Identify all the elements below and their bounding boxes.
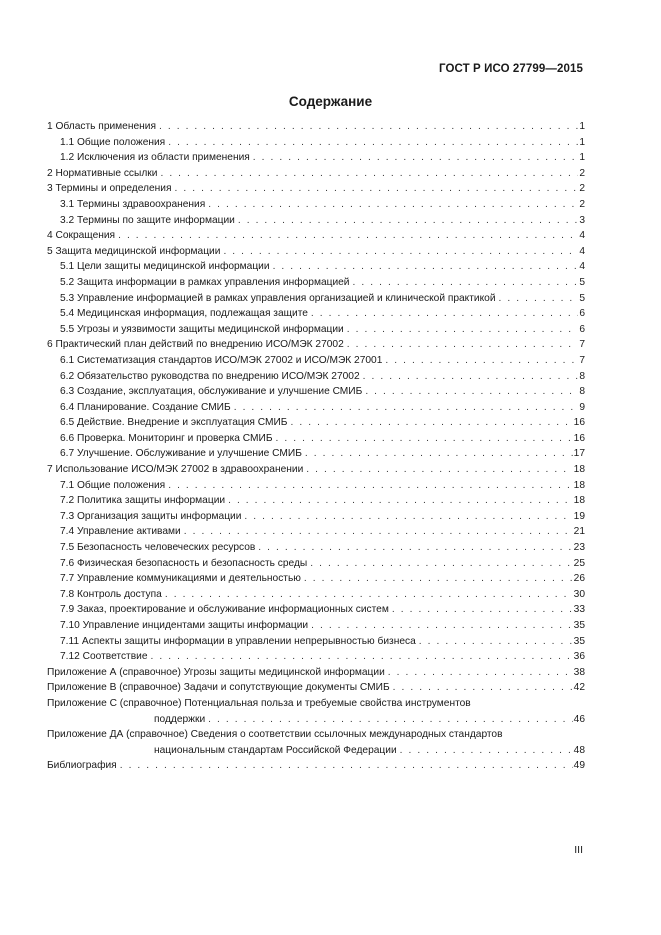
toc-entry[interactable] bbox=[47, 649, 585, 665]
toc-entry-label: 3.1 Термины здравоохранения bbox=[60, 198, 206, 210]
toc-entry-label: 6 Практический план действий по внедрению ИСО/МЭК 27002 bbox=[47, 339, 344, 351]
toc-entry-page: 5 bbox=[579, 292, 585, 304]
toc-entry[interactable] bbox=[47, 571, 585, 587]
toc-entry-label: 3.2 Термины по защите информации bbox=[60, 214, 235, 226]
toc-entry-page: 49 bbox=[573, 760, 585, 772]
toc-leader-dots bbox=[151, 649, 573, 665]
toc-entry-page: 35 bbox=[573, 635, 585, 647]
toc-entry-page: 2 bbox=[579, 198, 585, 210]
toc-entry-page: 46 bbox=[573, 713, 585, 725]
toc-entry-page: 3 bbox=[579, 214, 585, 226]
toc-entry[interactable] bbox=[47, 509, 585, 525]
toc-leader-dots bbox=[400, 743, 573, 759]
toc-entry[interactable] bbox=[47, 150, 585, 166]
toc-title: Содержание bbox=[288, 94, 373, 109]
toc-entry[interactable] bbox=[47, 353, 585, 369]
toc-entry[interactable] bbox=[47, 291, 585, 307]
toc-entry[interactable] bbox=[47, 431, 585, 447]
toc-entry-label: Библиография bbox=[47, 760, 117, 772]
toc-entry-label: 7.4 Управление активами bbox=[60, 526, 181, 538]
toc-leader-dots bbox=[238, 213, 578, 229]
toc-entry[interactable] bbox=[47, 634, 585, 650]
toc-entry-label: 7.8 Контроль доступа bbox=[60, 588, 162, 600]
toc-leader-dots bbox=[347, 337, 579, 353]
toc-entry-label: 7.12 Соответствие bbox=[60, 651, 148, 663]
toc-leader-dots bbox=[168, 135, 578, 151]
toc-entry[interactable] bbox=[47, 665, 585, 681]
toc-leader-dots bbox=[223, 244, 578, 260]
toc-entry-page: 4 bbox=[579, 245, 585, 257]
toc-entry-label: 7.9 Заказ, проектирование и обслуживание информационных систем bbox=[60, 604, 389, 616]
toc-leader-dots bbox=[347, 322, 579, 338]
toc-entry-page: 6 bbox=[579, 323, 585, 335]
toc-entry-label-cont: поддержки bbox=[154, 713, 206, 725]
toc-entry-label: 6.4 Планирование. Создание СМИБ bbox=[60, 401, 231, 413]
toc-leader-dots bbox=[174, 181, 578, 197]
toc-leader-dots bbox=[388, 665, 573, 681]
toc-entry-page: 48 bbox=[573, 744, 585, 756]
toc-entry[interactable] bbox=[47, 306, 585, 322]
toc-entry-label: 1.2 Исключения из области применения bbox=[60, 152, 250, 164]
toc-entry-label: Приложение А (справочное) Угрозы защиты медицинской информации bbox=[47, 666, 385, 678]
toc-entry-label: 6.6 Проверка. Мониторинг и проверка СМИБ bbox=[60, 432, 273, 444]
toc-leader-dots bbox=[228, 493, 573, 509]
toc-entry-label: 7.6 Физическая безопасность и безопасность среды bbox=[60, 557, 308, 569]
toc-leader-dots bbox=[392, 602, 573, 618]
toc-entry[interactable] bbox=[47, 478, 585, 494]
toc-entry-label: 7.10 Управление инцидентами защиты информации bbox=[60, 620, 309, 631]
toc-leader-dots bbox=[234, 400, 579, 416]
toc-entry-page: 8 bbox=[579, 370, 585, 382]
toc-entry-page: 2 bbox=[579, 183, 585, 195]
toc-leader-dots bbox=[208, 197, 578, 213]
toc-leader-dots bbox=[311, 618, 573, 634]
toc-entry-label: 7.5 Безопасность человеческих ресурсов bbox=[60, 542, 256, 554]
toc-entry[interactable] bbox=[47, 181, 585, 197]
toc-entry[interactable] bbox=[47, 369, 585, 385]
toc-entry-page: 1 bbox=[579, 152, 585, 164]
toc-entry-page: 1 bbox=[579, 136, 585, 148]
toc-entry[interactable] bbox=[47, 415, 585, 431]
toc-entry-page: 26 bbox=[573, 573, 585, 585]
toc-leader-dots bbox=[305, 446, 573, 462]
toc-leader-dots bbox=[304, 571, 573, 587]
toc-entry-page: 18 bbox=[573, 495, 585, 507]
toc-leader-dots bbox=[165, 587, 573, 603]
toc-entry-page: 2 bbox=[579, 167, 585, 179]
toc-entry-page: 7 bbox=[579, 339, 585, 351]
toc-entry[interactable] bbox=[47, 680, 585, 696]
toc-entry-page: 9 bbox=[579, 401, 585, 413]
toc-entry-label: 5.3 Управление информацией в рамках управления организацией и клинической практикой bbox=[60, 292, 496, 304]
toc-entry-page: 18 bbox=[573, 479, 585, 491]
toc-entry[interactable] bbox=[47, 493, 585, 509]
toc-entry[interactable] bbox=[47, 259, 585, 275]
toc-leader-dots bbox=[244, 509, 572, 525]
toc-entry-label: 6.7 Улучшение. Обслуживание и улучшение СМИБ bbox=[60, 448, 302, 460]
toc-entry-label: 1.1 Общие положения bbox=[60, 136, 166, 148]
toc-leader-dots bbox=[306, 462, 572, 478]
toc-entry[interactable] bbox=[47, 228, 585, 244]
toc-entry-label: 5.2 Защита информации в рамках управления информацией bbox=[60, 276, 350, 288]
toc-leader-dots bbox=[419, 634, 573, 650]
toc-entry-label: 7.2 Политика защиты информации bbox=[60, 495, 226, 507]
toc-entry-label: 6.3 Создание, эксплуатация, обслуживание и улучшение СМИБ bbox=[60, 386, 363, 398]
toc-entry-label: 3 Термины и определения bbox=[47, 183, 172, 195]
toc-entry-continuation bbox=[47, 743, 585, 759]
toc-entry-appendix[interactable] bbox=[47, 727, 585, 758]
toc-leader-dots bbox=[310, 556, 572, 572]
toc-entry-page: 4 bbox=[579, 230, 585, 242]
toc-leader-dots bbox=[353, 275, 579, 291]
toc-entry-label: 5.1 Цели защиты медицинской информации bbox=[60, 261, 270, 273]
toc-entry-page: 6 bbox=[579, 308, 585, 320]
toc-entry-page: 35 bbox=[573, 620, 585, 631]
toc-entry-page: 21 bbox=[573, 526, 585, 538]
toc-leader-dots bbox=[273, 259, 579, 275]
toc-entry-label: Приложение В (справочное) Задачи и сопутствующие документы СМИБ bbox=[47, 682, 390, 694]
toc-entry-continuation bbox=[47, 712, 585, 728]
toc-entry-label: 5.5 Угрозы и уязвимости защиты медицинской информации bbox=[60, 323, 344, 335]
toc-leader-dots bbox=[363, 369, 579, 385]
toc-leader-dots bbox=[385, 353, 578, 369]
toc-entry[interactable] bbox=[47, 602, 585, 618]
toc-entry-page: 19 bbox=[573, 510, 585, 522]
toc-entry[interactable] bbox=[47, 337, 585, 353]
toc-entry-page: 38 bbox=[573, 666, 585, 678]
toc-leader-dots bbox=[393, 680, 573, 696]
toc-entry-label: 1 Область применения bbox=[47, 121, 156, 132]
toc-entry-label-cont: национальным стандартам Российской Федерации bbox=[154, 744, 397, 756]
toc-entry-label: Приложение ДА (справочное) Сведения о соответствии ссылочных международных стандартов bbox=[47, 729, 503, 741]
toc-leader-dots bbox=[311, 306, 578, 322]
toc-leader-dots bbox=[258, 540, 572, 556]
toc-entry-label: 5.4 Медицинская информация, подлежащая защите bbox=[60, 308, 308, 320]
page-number: III bbox=[574, 844, 583, 856]
toc-entry-label: 6.5 Действие. Внедрение и эксплуатация СМИБ bbox=[60, 417, 288, 429]
toc-entry-page: 4 bbox=[579, 261, 585, 273]
toc-entry[interactable] bbox=[47, 244, 585, 260]
toc-entry-first-line bbox=[47, 696, 585, 712]
toc-entry-label: 7.7 Управление коммуникациями и деятельностью bbox=[60, 573, 301, 585]
toc-entry-appendix[interactable] bbox=[47, 696, 585, 727]
toc-entry[interactable] bbox=[47, 587, 585, 603]
toc-entry-page: 18 bbox=[573, 464, 585, 476]
toc-leader-dots bbox=[290, 415, 572, 431]
toc-entry[interactable] bbox=[47, 524, 585, 540]
toc-entry[interactable] bbox=[47, 618, 585, 634]
document-code: ГОСТ Р ИСО 27799—2015 bbox=[438, 63, 583, 75]
toc-entry-page: 23 bbox=[573, 542, 585, 554]
toc-leader-dots bbox=[184, 524, 573, 540]
toc-entry[interactable] bbox=[47, 166, 585, 182]
toc-entry[interactable] bbox=[47, 556, 585, 572]
toc-entry-page: 7 bbox=[579, 354, 585, 366]
toc-entry-page: 5 bbox=[579, 276, 585, 288]
toc-entry-label: 5 Защита медицинской информации bbox=[47, 245, 221, 257]
toc-entry[interactable] bbox=[47, 400, 585, 416]
toc-leader-dots bbox=[118, 228, 578, 244]
toc-entry-page: 30 bbox=[573, 588, 585, 600]
toc-leader-dots bbox=[120, 758, 573, 774]
toc-entry-page: 17 bbox=[573, 448, 585, 460]
toc-entry[interactable] bbox=[47, 758, 585, 774]
table-of-contents bbox=[47, 119, 585, 774]
toc-entry[interactable] bbox=[47, 275, 585, 291]
toc-leader-dots bbox=[499, 291, 579, 307]
toc-entry-label: 7.1 Общие положения bbox=[60, 479, 166, 491]
toc-entry-page: 16 bbox=[573, 432, 585, 444]
toc-entry[interactable] bbox=[47, 462, 585, 478]
toc-entry[interactable] bbox=[47, 540, 585, 556]
toc-entry-label: 6.2 Обязательство руководства по внедрению ИСО/МЭК 27002 bbox=[60, 370, 360, 382]
toc-entry-page: 33 bbox=[573, 604, 585, 616]
toc-entry-label: Приложение С (справочное) Потенциальная польза и требуемые свойства инструментов bbox=[47, 697, 471, 709]
toc-leader-dots bbox=[160, 166, 578, 182]
toc-entry-label: 7.3 Организация защиты информации bbox=[60, 510, 242, 522]
toc-entry-label: 4 Сокращения bbox=[47, 230, 116, 242]
toc-entry[interactable] bbox=[47, 384, 585, 400]
toc-leader-dots bbox=[276, 431, 573, 447]
toc-entry-page: 36 bbox=[573, 651, 585, 663]
toc-entry[interactable] bbox=[47, 197, 585, 213]
toc-entry-page: 8 bbox=[579, 386, 585, 398]
toc-entry-label: 7 Использование ИСО/МЭК 27002 в здравоохранении bbox=[47, 464, 304, 476]
toc-entry-label: 7.11 Аспекты защиты информации в управлении непрерывностью бизнеса bbox=[60, 635, 416, 647]
toc-entry-first-line bbox=[47, 727, 585, 743]
toc-entry[interactable] bbox=[47, 135, 585, 151]
toc-leader-dots bbox=[365, 384, 578, 400]
toc-leader-dots bbox=[208, 712, 573, 728]
toc-entry[interactable] bbox=[47, 446, 585, 462]
toc-entry-label: 6.1 Систематизация стандартов ИСО/МЭК 27002 и ИСО/МЭК 27001 bbox=[60, 354, 383, 366]
toc-entry-page: 25 bbox=[573, 557, 585, 569]
toc-entry[interactable] bbox=[47, 213, 585, 229]
toc-entry[interactable] bbox=[47, 322, 585, 338]
toc-leader-dots bbox=[168, 478, 572, 494]
toc-entry-label: 2 Нормативные ссылки bbox=[47, 167, 158, 179]
toc-entry-page: 42 bbox=[573, 682, 585, 694]
toc-entry[interactable] bbox=[47, 119, 585, 135]
toc-entry-page: 16 bbox=[573, 417, 585, 429]
toc-leader-dots bbox=[253, 150, 579, 166]
toc-leader-dots bbox=[159, 119, 578, 135]
toc-entry-page: 1 bbox=[579, 121, 585, 132]
